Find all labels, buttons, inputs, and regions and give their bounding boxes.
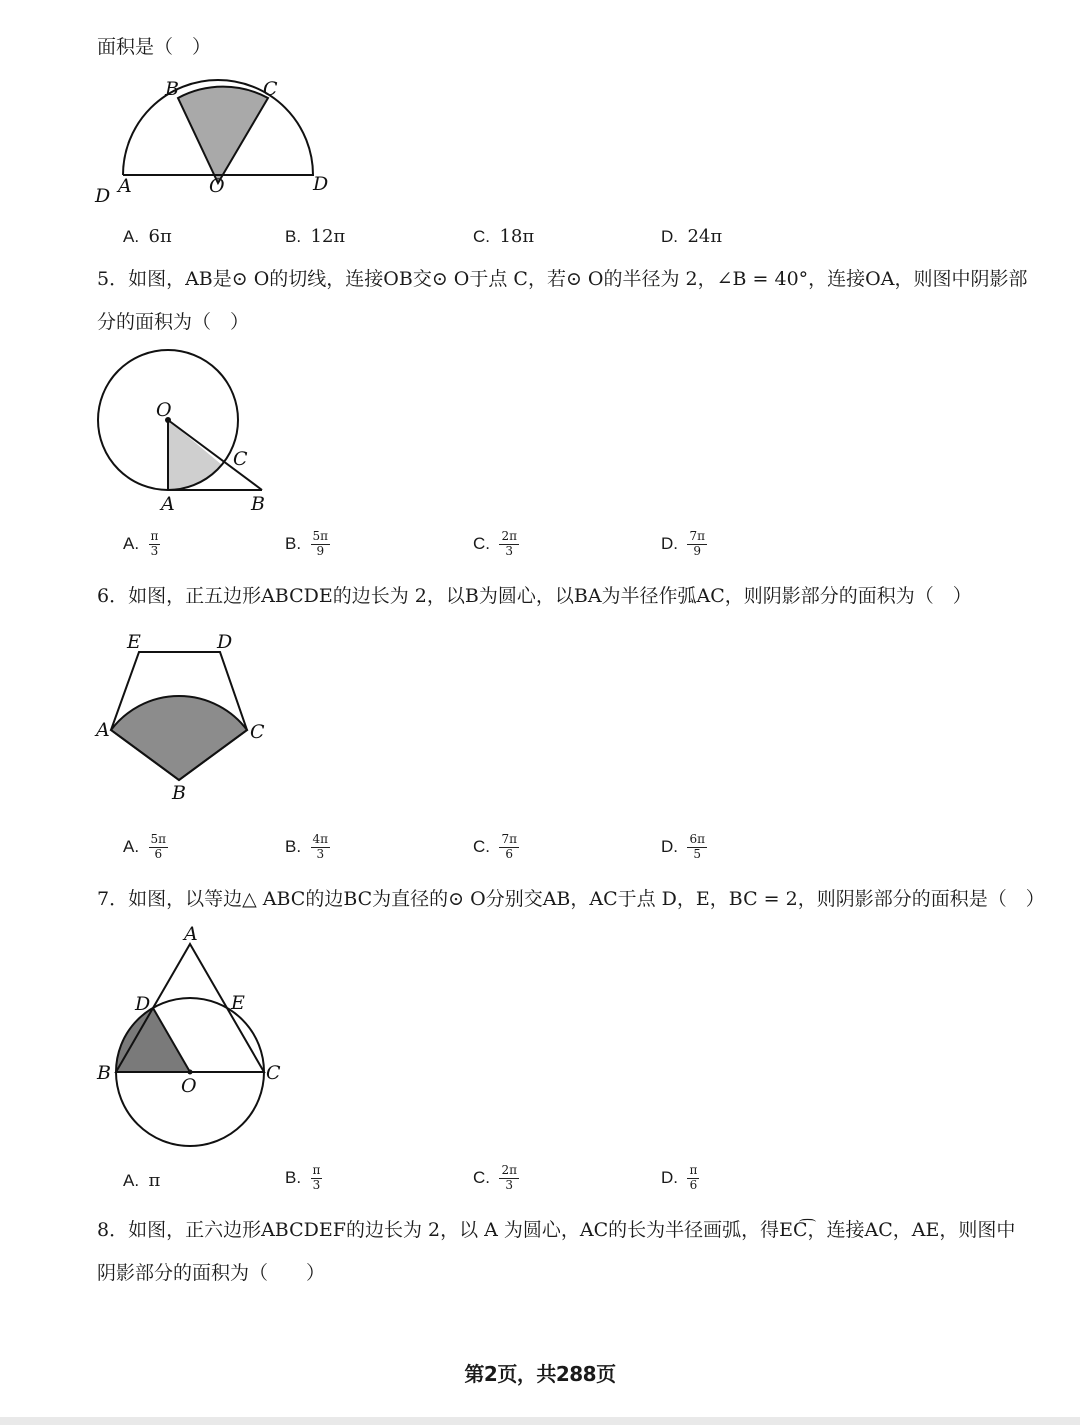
q4-shaded-sector: [178, 87, 268, 183]
q6-option-a: A. $\frac{5\pi}{6}$: [123, 832, 167, 861]
q7-option-b: B. $\frac{\pi}{3}$: [285, 1163, 321, 1192]
q4-option-c: C. 18π: [473, 226, 535, 247]
q4-label-b: B: [165, 78, 179, 100]
q5-circle-tangent-figure: [0, 340, 300, 520]
q8-text-line2: 阴影部分的面积为（ ）: [97, 1262, 326, 1284]
q6-label-a: A: [96, 719, 110, 741]
q7-text-line1: 7．如图，以等边△ ABC的边BC为直径的⊙ O分别交AB，AC于点 D，E，BC = 2，则阴影部分的面积是（ ）: [97, 888, 1045, 910]
q7-option-d: D. $\frac{\pi}{6}$: [661, 1163, 698, 1192]
q5-option-b: B. $\frac{5\pi}{9}$: [285, 529, 329, 558]
q5-option-c: C. $\frac{2\pi}{3}$: [473, 529, 517, 558]
q7-center-point: [188, 1070, 193, 1075]
q8-text-line1: 8．如图，正六边形ABCDEF的边长为 2，以 A 为圆心，AC的长为半径画弧，得EC͡，连接AC，AE，则图中: [97, 1219, 1016, 1241]
q7-label-c: C: [266, 1062, 281, 1084]
q7-triangle-circle-figure: [0, 920, 310, 1160]
q5-label-o: O: [156, 399, 172, 421]
q4-label-a: A: [118, 175, 132, 197]
q4-option-d: D. 24π: [661, 226, 723, 247]
q6-text-line1: 6．如图，正五边形ABCDE的边长为 2，以B为圆心，以BA为半径作弧AC，则阴影部分的面积为（ ）: [97, 585, 972, 607]
q7-label-a: A: [184, 923, 198, 945]
q6-label-c: C: [250, 721, 265, 743]
q4-label-o: O: [209, 175, 225, 197]
page-bottom-edge: [0, 1417, 1080, 1425]
q4-label-d-right: D: [313, 173, 329, 195]
q6-shaded-sector: [111, 696, 247, 780]
q6-option-c: C. $\frac{7\pi}{6}$: [473, 832, 517, 861]
q6-option-b: B. $\frac{4\pi}{3}$: [285, 832, 329, 861]
q5-option-d: D. $\frac{7\pi}{9}$: [661, 529, 705, 558]
q5-text-line2: 分的面积为（ ）: [97, 311, 250, 333]
q5-option-a: A. $\frac{\pi}{3}$: [123, 529, 159, 558]
q7-label-e: E: [231, 992, 245, 1014]
q7-option-c: C. $\frac{2\pi}{3}$: [473, 1163, 517, 1192]
q4-option-b: B. 12π: [285, 226, 346, 247]
q7-option-a: A. π: [123, 1170, 161, 1191]
q4-label-d-left: D: [95, 185, 111, 207]
q5-label-b: B: [251, 493, 265, 515]
q5-text-line1: 5．如图，AB是⊙ O的切线，连接OB交⊙ O于点 C，若⊙ O的半径为 2，∠B = 40°，连接OA，则图中阴影部: [97, 268, 1028, 290]
q4-label-c: C: [263, 78, 278, 100]
q4-tail-text: 面积是（ ）: [97, 36, 212, 58]
q6-label-d: D: [217, 631, 233, 653]
q5-label-c: C: [233, 448, 248, 470]
q7-label-b: B: [97, 1062, 111, 1084]
q6-pentagon-figure: [0, 625, 300, 810]
q4-option-a: A. 6π: [123, 226, 172, 247]
q6-label-e: E: [127, 631, 141, 653]
q7-label-d: D: [135, 993, 151, 1015]
page-footer: 第2页，共288页: [464, 1362, 616, 1386]
q6-label-b: B: [172, 782, 186, 804]
q7-label-o: O: [181, 1075, 197, 1097]
q6-option-d: D. $\frac{6\pi}{5}$: [661, 832, 705, 861]
q4-semicircle-figure: [0, 70, 360, 210]
q5-label-a: A: [161, 493, 175, 515]
